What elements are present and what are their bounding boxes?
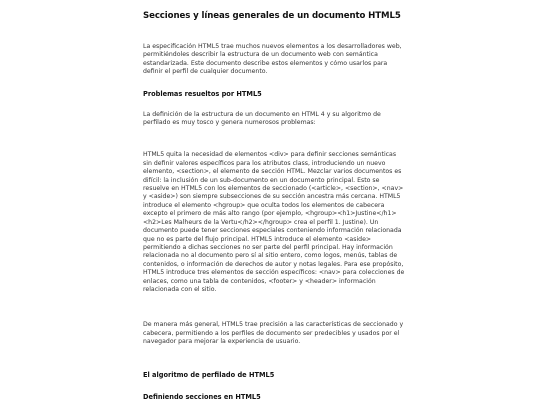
page-title: Secciones y líneas generales de un documento HTML5 [143,11,401,21]
defining-sections-heading: Definiendo secciones en HTML5 [143,392,261,401]
general-paragraph: De manera más general, HTML5 trae precisión a las características de seccionado y cabecera, permitiendo a los perfiles de documento ser predecibles y usados por el navegador para mejorar la experiencia de usuario. [143,321,404,346]
problems-heading: Problemas resueltos por HTML5 [143,89,262,98]
problems-paragraph: La definición de la estructura de un documento en HTML 4 y su algoritmo de perfilado es muy tosco y genera numerosos problemas: [143,110,381,127]
document-page [143,10,405,402]
algorithm-heading: El algoritmo de perfilado de HTML5 [143,370,275,379]
intro-paragraph: La especificación HTML5 trae muchos nuevos elementos a los desarrolladores web, permitiéndoles describir la estructura de un documento web con semántica estandarizada. Este documento describe estos elementos y cómo usarlos para definir el perfil de cualquier documento. [143,43,402,76]
html5-solution-paragraph: HTML5 quita la necesidad de elementos <div> para definir secciones semánticas sin definir valores específicos para los atributos class, introduciendo un nuevo elemento, <section>, el elemento de sección HTML. Mezclar varios documentos es difícil: la inclusión de un sub-documento en un documento principal. Esto se resuelve en HTML5 con los elementos de seccionado (<article>, <section>, <nav> y <aside>) son siempre subsecciones de su sección ancestra más cercana. HTML5 introduce el elemento <hgroup> que oculta todos los elementos de cabecera excepto el primero de más alto rango (por ejemplo, <hgroup><h1>Justine</h1><h2>Les Malheurs de la Vertu</h2></hgroup> crea el perfil 1. Justine). Un documento puede tener secciones especiales conteniendo información relacionada que no es parte del flujo principal. HTML5 introduce el elemento <aside> permitiendo a dichas secciones no ser parte del perfil principal. Hay información relacionada no al documento pero sí al sitio entero, como logos, menús, tablas de contenidos, o información de derechos de autor y notas legales. Para ese propósito, HTML5 introduce tres elementos de sección específicos: <nav> para colecciones de enlaces, como una tabla de contenidos, <footer> y <header> información relacionada con el sitio. [143,151,405,293]
